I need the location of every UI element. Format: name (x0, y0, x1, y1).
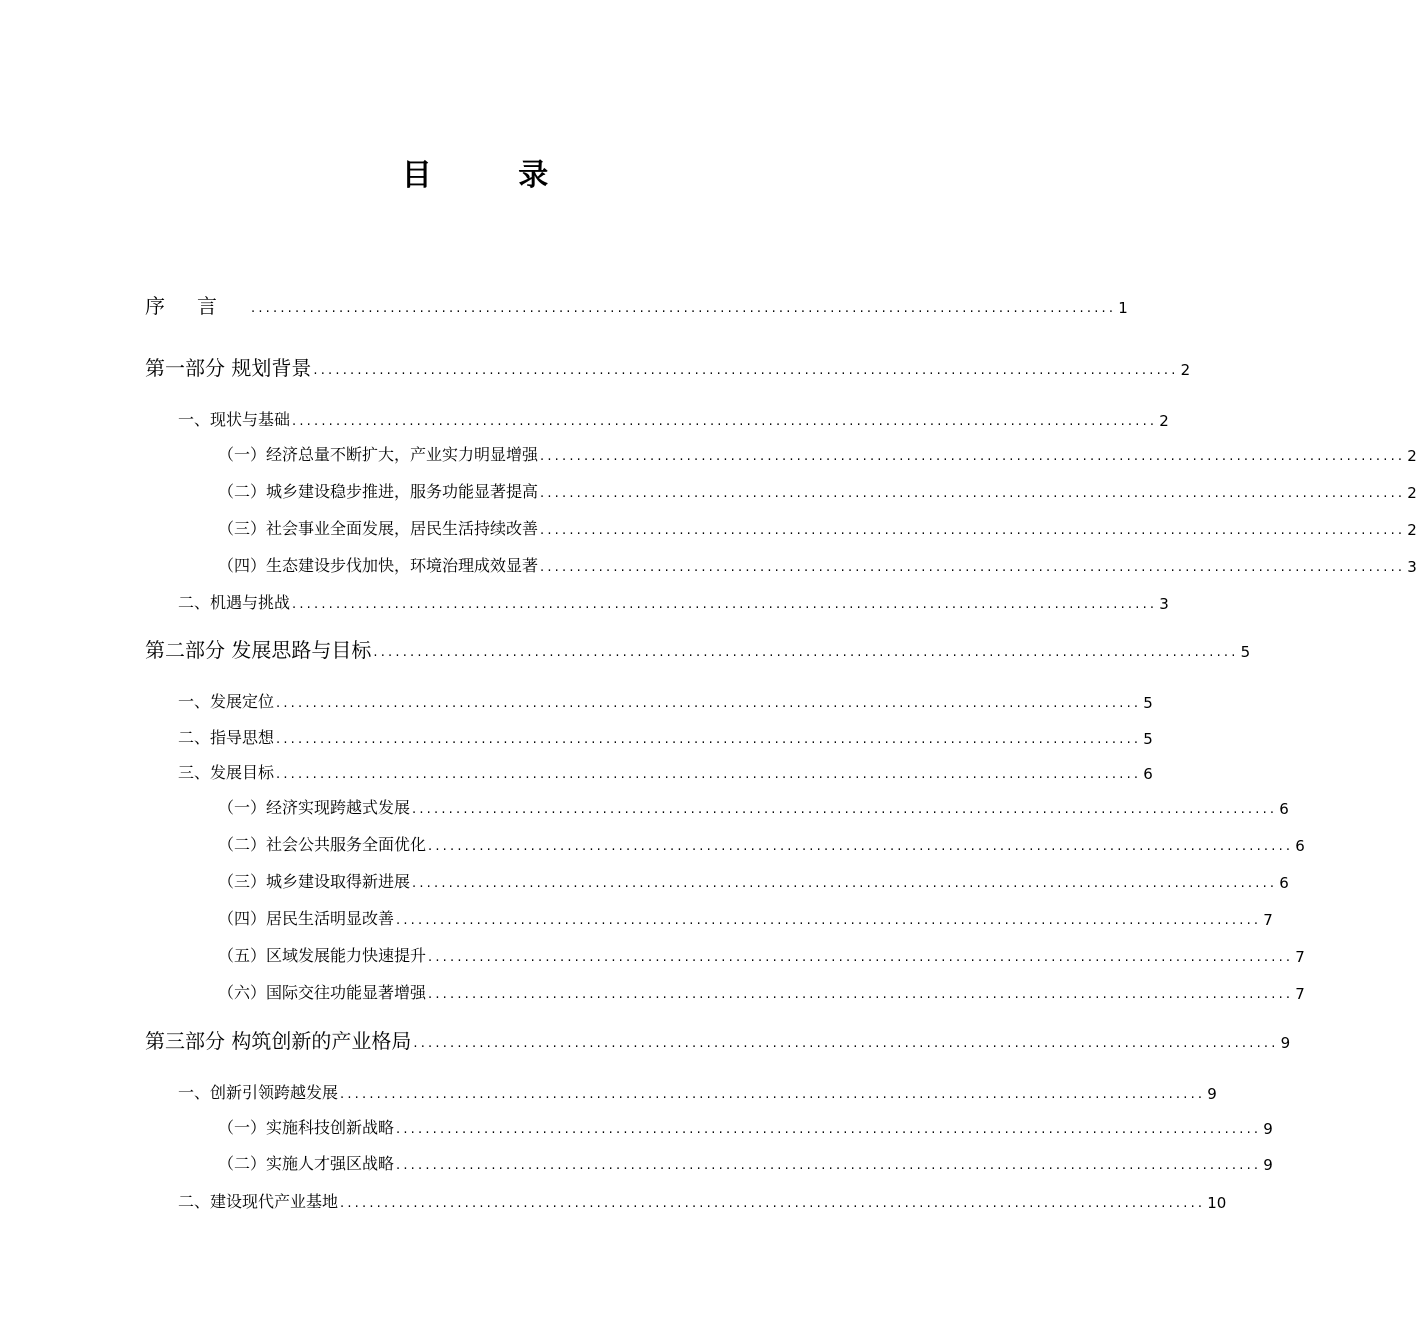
toc-entry-section[interactable] (178, 589, 1169, 615)
dot-leader: ...................................................................................................................... (540, 486, 1406, 501)
dot-leader: ...................................................................................................................... (276, 732, 1142, 747)
dot-leader: ...................................................................................................................... (396, 1122, 1262, 1137)
toc-entry-subsection[interactable] (218, 478, 1417, 504)
toc-entry-section[interactable] (178, 406, 1169, 432)
toc-entry-subsection[interactable] (218, 942, 1305, 968)
toc-entry-page: 9 (1263, 1156, 1273, 1174)
toc-entry-label: （四）生态建设步伐加快，环境治理成效显著 (218, 556, 539, 575)
toc-entry-subsection[interactable] (218, 441, 1417, 467)
toc-entry-label: 一、现状与基础 (178, 410, 291, 429)
toc-entry-part-2[interactable] (145, 637, 1251, 663)
toc-entry-page: 7 (1295, 985, 1305, 1003)
toc-entry-subsection[interactable] (218, 1114, 1273, 1140)
toc-entry-label: （一）实施科技创新战略 (218, 1118, 395, 1137)
dot-leader: ...................................................................................................................... (428, 839, 1294, 854)
dot-leader: ...................................................................................................................... (276, 696, 1142, 711)
toc-entry-label: （二）实施人才强区战略 (218, 1154, 395, 1173)
page-title: 目 录 (401, 158, 587, 193)
dot-leader: ...................................................................................................................... (396, 1158, 1262, 1173)
dot-leader: ...................................................................................................................... (340, 1087, 1206, 1102)
toc-entry-subsection[interactable] (218, 905, 1273, 931)
toc-entry-label: 一、发展定位 (178, 692, 275, 711)
toc-entry-section[interactable] (178, 688, 1153, 714)
toc-entry-subsection[interactable] (218, 794, 1289, 820)
dot-leader: ...................................................................................................................... (396, 913, 1262, 928)
toc-entry-preface[interactable] (145, 293, 1128, 319)
toc-entry-page: 2 (1180, 361, 1191, 379)
toc-entry-page: 9 (1207, 1085, 1217, 1103)
dot-leader: ...................................................................................................................... (373, 645, 1239, 660)
dot-leader: ...................................................................................................................... (540, 449, 1406, 464)
toc-entry-page: 2 (1407, 447, 1417, 465)
toc-entry-page: 2 (1407, 484, 1417, 502)
toc-entry-subsection[interactable] (218, 552, 1417, 578)
toc-entry-section[interactable] (178, 1079, 1217, 1105)
toc-entry-section[interactable] (178, 759, 1153, 785)
toc-entry-subsection[interactable] (218, 515, 1417, 541)
dot-leader: ...................................................................................................................... (412, 802, 1278, 817)
toc-entry-subsection[interactable] (218, 979, 1305, 1005)
toc-entry-label: （六）国际交往功能显著增强 (218, 983, 427, 1002)
toc-entry-page: 1 (1118, 299, 1128, 317)
dot-leader: ...................................................................................................................... (540, 560, 1406, 575)
toc-entry-label: （三）社会事业全面发展，居民生活持续改善 (218, 519, 539, 538)
toc-entry-label: 二、指导思想 (178, 728, 275, 747)
dot-leader: ...................................................................................................................... (540, 523, 1406, 538)
toc-entry-label: 序言 (145, 294, 249, 318)
dot-leader: ...................................................................................................................... (428, 987, 1294, 1002)
toc-entry-label: 第一部分 规划背景 (145, 356, 312, 380)
toc-entry-section[interactable] (178, 1188, 1227, 1214)
toc-entry-part-3[interactable] (145, 1028, 1291, 1054)
toc-entry-label: （三）城乡建设取得新进展 (218, 872, 411, 891)
toc-entry-label: （一）经济总量不断扩大，产业实力明显增强 (218, 445, 539, 464)
toc-entry-part-1[interactable] (145, 355, 1191, 381)
dot-leader: ...................................................................................................................... (292, 597, 1158, 612)
toc-entry-page: 3 (1407, 558, 1417, 576)
toc-entry-subsection[interactable] (218, 831, 1305, 857)
toc-entry-label: 第三部分 构筑创新的产业格局 (145, 1029, 412, 1053)
toc-entry-subsection[interactable] (218, 1150, 1273, 1176)
toc-entry-page: 10 (1207, 1194, 1227, 1212)
toc-entry-label: 三、发展目标 (178, 763, 275, 782)
dot-leader: ...................................................................................................................... (413, 1036, 1279, 1051)
dot-leader: ...................................................................................................................... (428, 950, 1294, 965)
toc-entry-label: （五）区域发展能力快速提升 (218, 946, 427, 965)
toc-entry-page: 5 (1143, 730, 1153, 748)
toc-entry-label: （二）社会公共服务全面优化 (218, 835, 427, 854)
toc-entry-page: 6 (1279, 874, 1289, 892)
toc-entry-label: （二）城乡建设稳步推进，服务功能显著提高 (218, 482, 539, 501)
toc-entry-page: 9 (1263, 1120, 1273, 1138)
dot-leader: ...................................................................................................................... (340, 1196, 1206, 1211)
toc-entry-page: 5 (1240, 643, 1251, 661)
toc-entry-label: （四）居民生活明显改善 (218, 909, 395, 928)
toc-entry-page: 6 (1279, 800, 1289, 818)
toc-entry-page: 7 (1295, 948, 1305, 966)
toc-entry-page: 3 (1159, 595, 1169, 613)
toc-entry-label: 第二部分 发展思路与目标 (145, 638, 372, 662)
dot-leader: ...................................................................................................................... (251, 301, 1117, 316)
dot-leader: ...................................................................................................................... (276, 767, 1142, 782)
toc-entry-page: 2 (1159, 412, 1169, 430)
toc-entry-page: 9 (1280, 1034, 1291, 1052)
toc-entry-page: 6 (1143, 765, 1153, 783)
toc-entry-page: 7 (1263, 911, 1273, 929)
toc-entry-label: （一）经济实现跨越式发展 (218, 798, 411, 817)
toc-entry-subsection[interactable] (218, 868, 1289, 894)
dot-leader: ...................................................................................................................... (292, 414, 1158, 429)
toc-entry-page: 5 (1143, 694, 1153, 712)
toc-entry-label: 二、建设现代产业基地 (178, 1192, 339, 1211)
toc-entry-label: 二、机遇与挑战 (178, 593, 291, 612)
dot-leader: ...................................................................................................................... (313, 363, 1179, 378)
toc-entry-page: 6 (1295, 837, 1305, 855)
toc-entry-label: 一、创新引领跨越发展 (178, 1083, 339, 1102)
dot-leader: ...................................................................................................................... (412, 876, 1278, 891)
toc-entry-page: 2 (1407, 521, 1417, 539)
toc-entry-section[interactable] (178, 724, 1153, 750)
